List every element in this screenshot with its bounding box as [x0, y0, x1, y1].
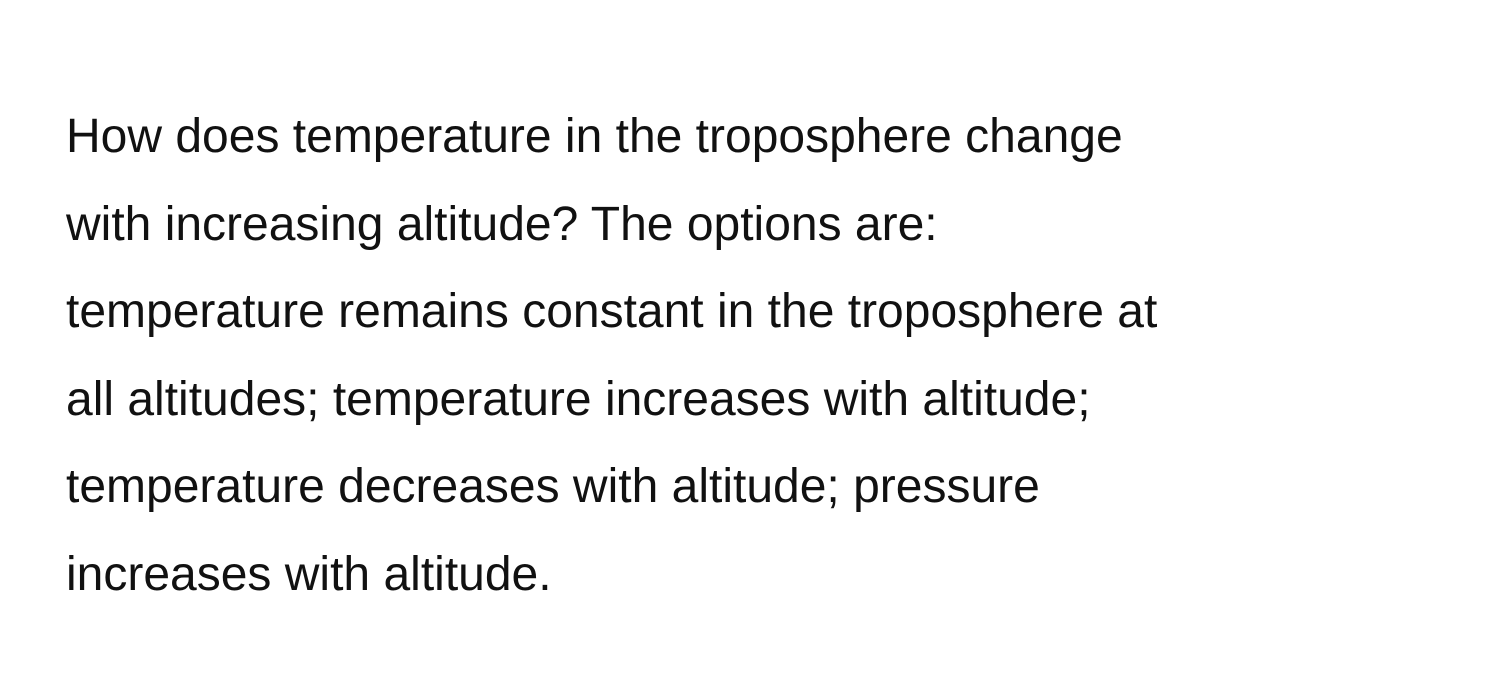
question-line: How does temperature in the troposphere change — [66, 110, 1123, 163]
question-line: increases with altitude. — [66, 547, 552, 601]
question-text — [66, 93, 1466, 618]
question-line: temperature decreases with altitude; pressure — [66, 460, 1040, 513]
question-line: all altitudes; temperature increases with altitude; — [66, 372, 1091, 426]
question-line: with increasing altitude? The options are: — [66, 197, 938, 251]
question-line: temperature remains constant in the troposphere at — [66, 285, 1158, 338]
